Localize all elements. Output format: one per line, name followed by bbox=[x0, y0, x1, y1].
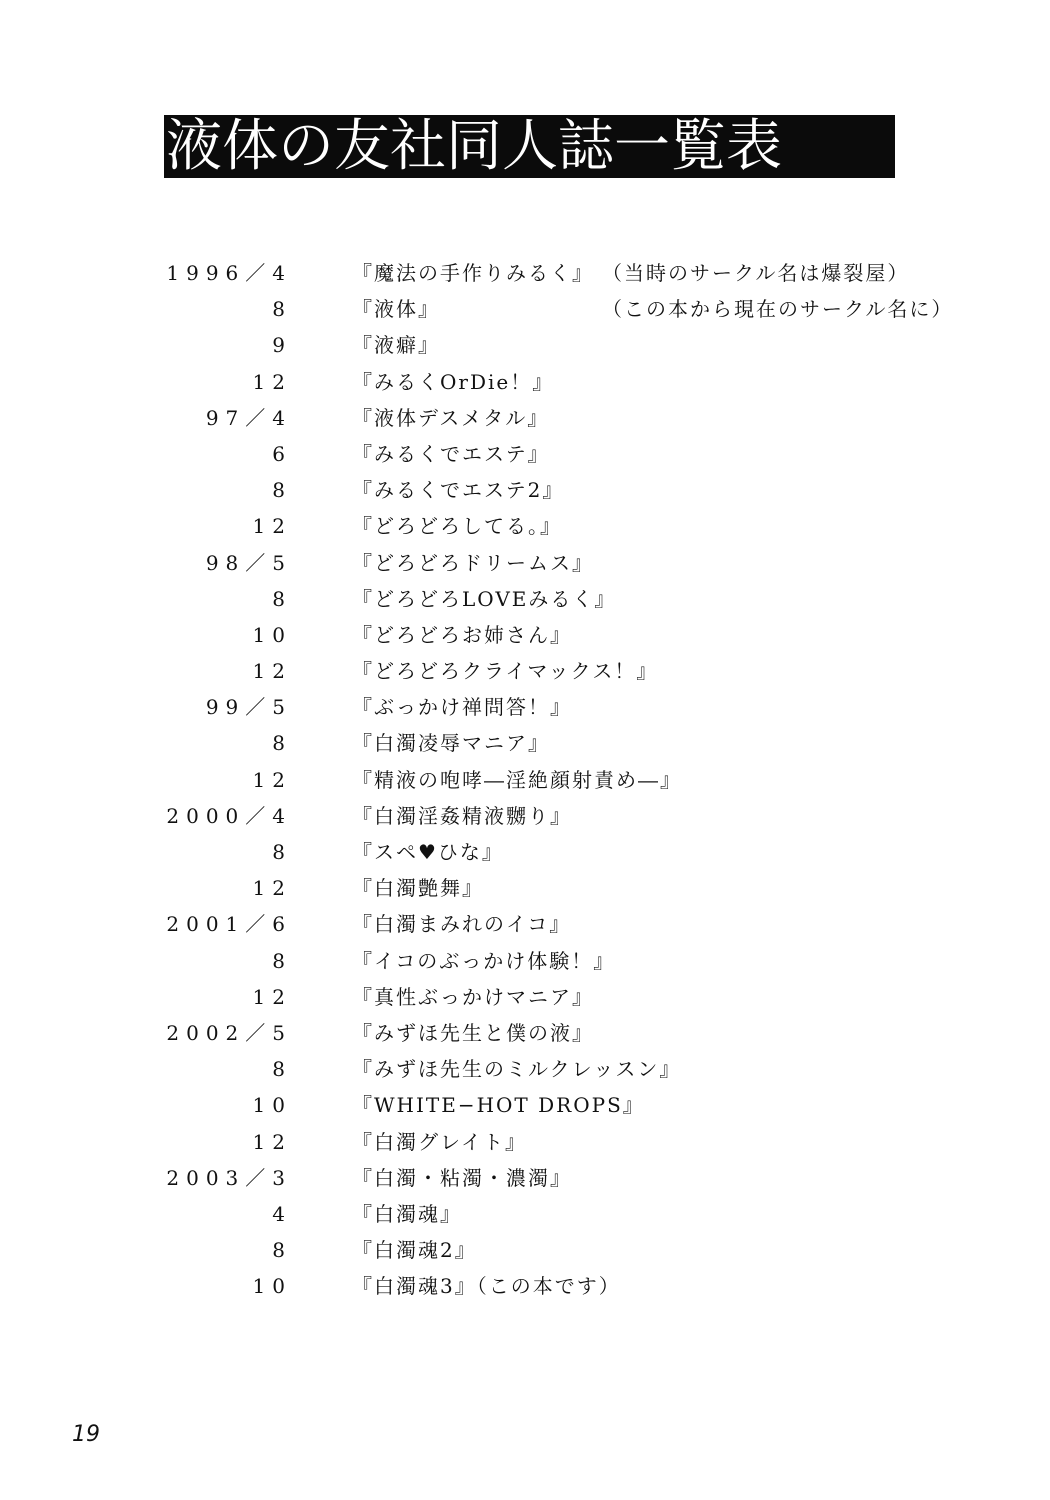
entry-date: 12 bbox=[252, 514, 292, 539]
entry-title: 『みずほ先生と僕の液』 bbox=[352, 1020, 594, 1045]
list-item bbox=[0, 1232, 1050, 1268]
entry-title: 『精液の咆哮―淫絶顔射責め―』 bbox=[352, 767, 682, 792]
entry-title: 『WHITE−HOT DROPS』 bbox=[352, 1093, 645, 1118]
page-number: 19 bbox=[72, 1422, 100, 1447]
list-item bbox=[0, 762, 1050, 798]
entry-title: 『どろどろしてる。』 bbox=[352, 514, 562, 539]
entry-date: 10 bbox=[252, 622, 292, 647]
list-item bbox=[0, 1268, 1050, 1304]
entry-date: 2000／4 bbox=[166, 803, 292, 828]
entry-title: 『液癖』 bbox=[352, 333, 440, 358]
list-item bbox=[0, 255, 1050, 291]
entry-title: 『みずほ先生のミルクレッスン』 bbox=[352, 1057, 682, 1082]
entry-date: 12 bbox=[252, 659, 292, 684]
entry-title: 『白濁魂』 bbox=[352, 1201, 462, 1226]
entry-date: 8 bbox=[272, 478, 292, 503]
entry-title: 『どろどろLOVEみるく』 bbox=[352, 586, 617, 611]
list-item bbox=[0, 400, 1050, 436]
list-item bbox=[0, 508, 1050, 544]
entry-title: 『白濁まみれのイコ』 bbox=[352, 912, 572, 937]
list-item bbox=[0, 1160, 1050, 1196]
entry-note: （当時のサークル名は爆裂屋） bbox=[602, 261, 910, 285]
entry-date: 2003／3 bbox=[166, 1165, 292, 1190]
entry-date: 8 bbox=[272, 1238, 292, 1263]
entry-date: 2001／6 bbox=[166, 912, 292, 937]
entry-title: 『白濁淫姦精液嬲り』 bbox=[352, 803, 572, 828]
entry-title: 『ぶっかけ禅問答！』 bbox=[352, 695, 572, 720]
list-item bbox=[0, 617, 1050, 653]
entry-date: 12 bbox=[252, 984, 292, 1009]
entry-title: 『白濁グレイト』 bbox=[352, 1129, 527, 1154]
list-item bbox=[0, 725, 1050, 761]
entry-date: 8 bbox=[272, 840, 292, 864]
entry-date: 98／5 bbox=[205, 550, 292, 575]
entry-date: 97／4 bbox=[205, 405, 292, 430]
entry-title: 『どろどろお姉さん』 bbox=[352, 622, 572, 647]
list-item bbox=[0, 1124, 1050, 1160]
entry-title: 『どろどろドリームス』 bbox=[352, 550, 594, 575]
list-item bbox=[0, 291, 1050, 327]
entry-date: 12 bbox=[252, 369, 292, 394]
entry-title: 『液体デスメタル』 bbox=[352, 405, 550, 430]
entry-title: 『液体』 bbox=[352, 297, 440, 322]
list-item bbox=[0, 1196, 1050, 1232]
list-item bbox=[0, 1087, 1050, 1123]
entry-title: 『どろどろクライマックス！』 bbox=[352, 659, 659, 684]
entry-title: 『スペ♥ひな』 bbox=[352, 840, 504, 864]
entry-title: 『真性ぶっかけマニア』 bbox=[352, 984, 594, 1009]
list-item bbox=[0, 834, 1050, 870]
entry-title: 『白濁魂2』 bbox=[352, 1238, 477, 1263]
entry-date: 12 bbox=[252, 767, 292, 792]
entry-date: 8 bbox=[272, 1057, 292, 1082]
list-item bbox=[0, 545, 1050, 581]
entry-date: 8 bbox=[272, 586, 292, 611]
entry-date: 10 bbox=[252, 1274, 292, 1299]
entry-date: 8 bbox=[272, 297, 292, 322]
entry-date: 12 bbox=[252, 876, 292, 901]
list-item bbox=[0, 327, 1050, 363]
list-item bbox=[0, 1051, 1050, 1087]
entry-date: 6 bbox=[272, 441, 292, 466]
entry-title: 『白濁魂3』（この本です） bbox=[352, 1274, 621, 1299]
list-item bbox=[0, 1015, 1050, 1051]
list-item bbox=[0, 689, 1050, 725]
entry-date: 9 bbox=[272, 333, 292, 358]
entry-title: 『魔法の手作りみるく』 bbox=[352, 261, 594, 285]
list-item bbox=[0, 870, 1050, 906]
list-item bbox=[0, 653, 1050, 689]
list-item bbox=[0, 436, 1050, 472]
entry-date: 8 bbox=[272, 948, 292, 973]
entry-title: 『白濁凌辱マニア』 bbox=[352, 731, 550, 756]
publication-list bbox=[0, 255, 1050, 1304]
entry-date: 12 bbox=[252, 1129, 292, 1154]
list-item bbox=[0, 472, 1050, 508]
entry-date: 10 bbox=[252, 1093, 292, 1118]
list-item bbox=[0, 906, 1050, 942]
entry-date: 8 bbox=[272, 731, 292, 756]
entry-date: 4 bbox=[272, 1201, 292, 1226]
entry-title: 『みるくでエステ2』 bbox=[352, 478, 565, 503]
entry-title: 『白濁・粘濁・濃濁』 bbox=[352, 1165, 572, 1190]
list-item bbox=[0, 979, 1050, 1015]
page-title: 液体の友社同人誌一覧表 bbox=[164, 115, 895, 178]
entry-title: 『みるくでエステ』 bbox=[352, 441, 550, 466]
entry-title: 『みるくOrDie！』 bbox=[352, 369, 555, 394]
entry-date: 2002／5 bbox=[166, 1020, 292, 1045]
list-item bbox=[0, 943, 1050, 979]
entry-date: 99／5 bbox=[205, 695, 292, 720]
list-item bbox=[0, 581, 1050, 617]
list-item bbox=[0, 364, 1050, 400]
entry-title: 『イコのぶっかけ体験！』 bbox=[352, 948, 616, 973]
entry-note: （この本から現在のサークル名に） bbox=[602, 297, 954, 322]
list-item bbox=[0, 798, 1050, 834]
entry-title: 『白濁艶舞』 bbox=[352, 876, 484, 901]
entry-date: 1996／4 bbox=[166, 261, 292, 285]
